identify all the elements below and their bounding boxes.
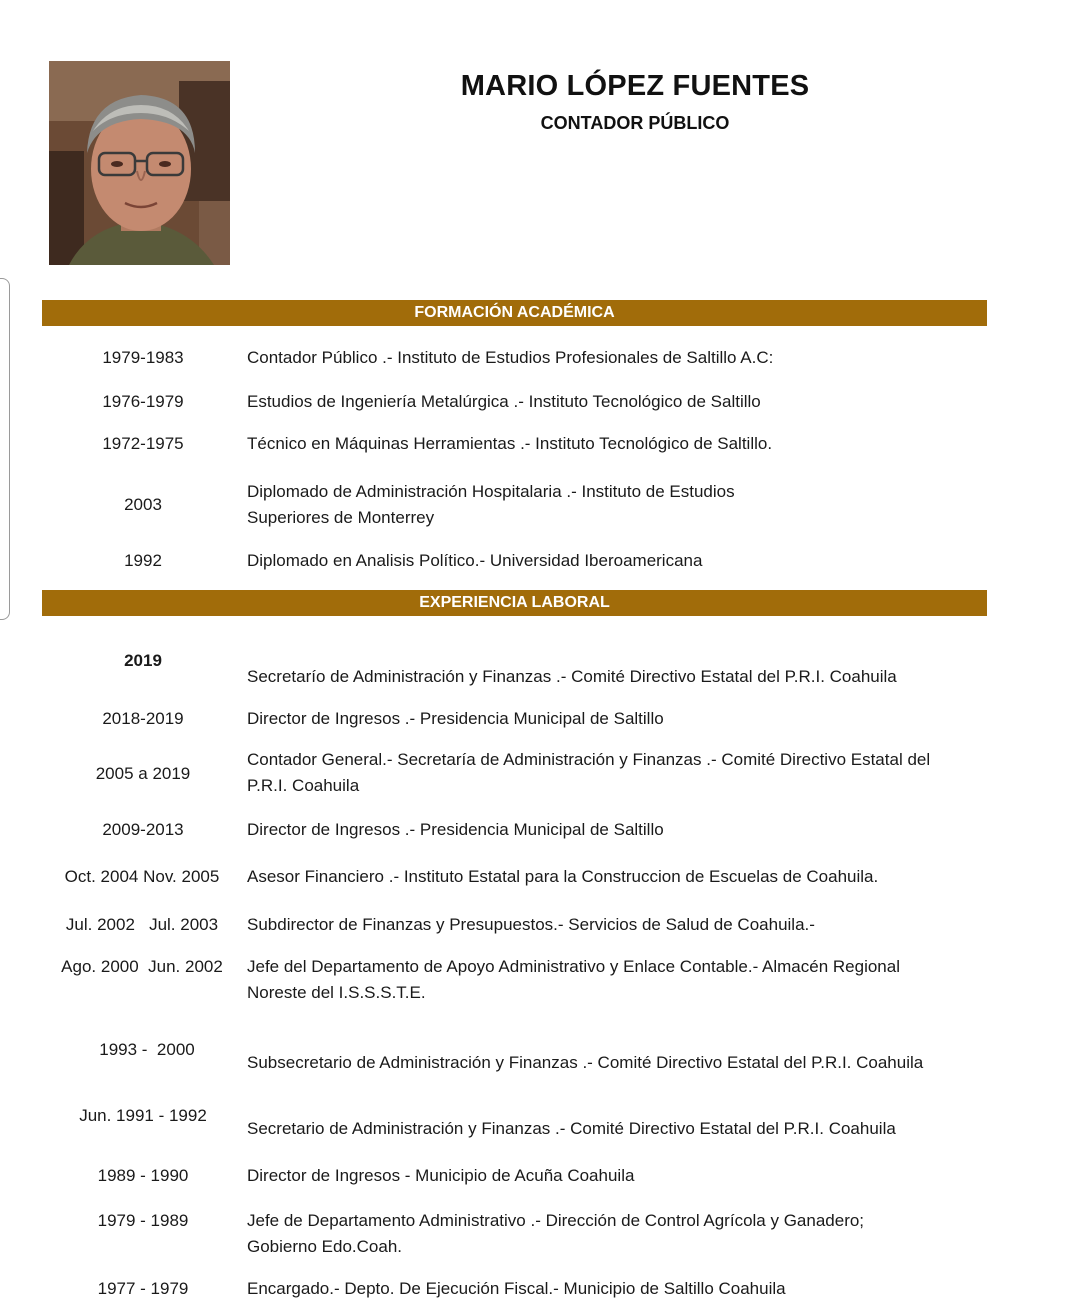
experience-year: Jul. 2002 Jul. 2003 xyxy=(65,915,219,934)
experience-desc: Asesor Financiero .- Instituto Estatal para la Construccion de Escuelas de Coahuila. xyxy=(247,867,879,886)
education-desc: Diplomado de Administración Hospitalaria .- Instituto de Estudios Superiores de Monterrey xyxy=(247,482,735,527)
education-desc: Contador Público .- Instituto de Estudios Profesionales de Saltillo A.C: xyxy=(247,348,774,367)
experience-year: 2009-2013 xyxy=(102,820,184,839)
profile-photo xyxy=(49,61,230,265)
experience-desc: Director de Ingresos .- Presidencia Municipal de Saltillo xyxy=(247,709,664,728)
experience-year: Oct. 2004 Nov. 2005 xyxy=(64,867,220,886)
profession-title: CONTADOR PÚBLICO xyxy=(540,113,730,133)
experience-year: 2005 a 2019 xyxy=(95,764,191,783)
experience-desc: Jefe del Departamento de Apoyo Administrativo y Enlace Contable.- Almacén Regional Noreste del I.S.S.S.T.E. xyxy=(247,957,900,1002)
experience-year: Jun. 1991 - 1992 xyxy=(79,1106,207,1125)
experience-desc: Subsecretario de Administración y Finanzas .- Comité Directivo Estatal del P.R.I. Coahuila xyxy=(247,1053,924,1072)
experience-desc: Subdirector de Finanzas y Presupuestos.- Servicios de Salud de Coahuila.- xyxy=(247,915,815,934)
person-name: MARIO LÓPEZ FUENTES xyxy=(460,70,810,102)
experience-desc: Contador General.- Secretaría de Administración y Finanzas .- Comité Directivo Estatal del P.R.I. Coahuila xyxy=(247,750,931,795)
education-year: 1972-1975 xyxy=(102,434,184,453)
experience-year: 2018-2019 xyxy=(102,709,184,728)
experience-year: 1979 - 1989 xyxy=(97,1211,189,1230)
page-edge-bracket xyxy=(0,278,10,620)
education-desc: Estudios de Ingeniería Metalúrgica .- Instituto Tecnológico de Saltillo xyxy=(247,392,761,411)
education-desc: Diplomado en Analisis Político.- Universidad Iberoamericana xyxy=(247,551,703,570)
experience-desc: Secretarío de Administración y Finanzas .- Comité Directivo Estatal del P.R.I. Coahuila xyxy=(247,667,897,686)
experience-desc: Director de Ingresos - Municipio de Acuña Coahuila xyxy=(247,1166,635,1185)
education-year: 2003 xyxy=(124,495,162,514)
experience-desc: Jefe de Departamento Administrativo .- Dirección de Control Agrícola y Ganadero; Gobierno Edo.Coah. xyxy=(247,1211,865,1256)
experience-section-header: EXPERIENCIA LABORAL xyxy=(42,590,987,616)
experience-year: 1993 - 2000 xyxy=(99,1040,195,1059)
experience-year: Ago. 2000 Jun. 2002 xyxy=(61,957,223,976)
experience-year: 1977 - 1979 xyxy=(97,1279,189,1298)
experience-desc: Director de Ingresos .- Presidencia Municipal de Saltillo xyxy=(247,820,664,839)
experience-desc: Encargado.- Depto. De Ejecución Fiscal.- Municipio de Saltillo Coahuila xyxy=(247,1279,786,1298)
education-year: 1976-1979 xyxy=(102,392,184,411)
experience-desc: Secretario de Administración y Finanzas .- Comité Directivo Estatal del P.R.I. Coahuila xyxy=(247,1119,896,1138)
education-section-header: FORMACIÓN ACADÉMICA xyxy=(42,300,987,326)
education-year: 1979-1983 xyxy=(102,348,184,367)
experience-year: 1989 - 1990 xyxy=(97,1166,189,1185)
education-desc: Técnico en Máquinas Herramientas .- Instituto Tecnológico de Saltillo. xyxy=(247,434,773,453)
experience-year: 2019 xyxy=(124,651,162,670)
education-year: 1992 xyxy=(124,551,162,570)
